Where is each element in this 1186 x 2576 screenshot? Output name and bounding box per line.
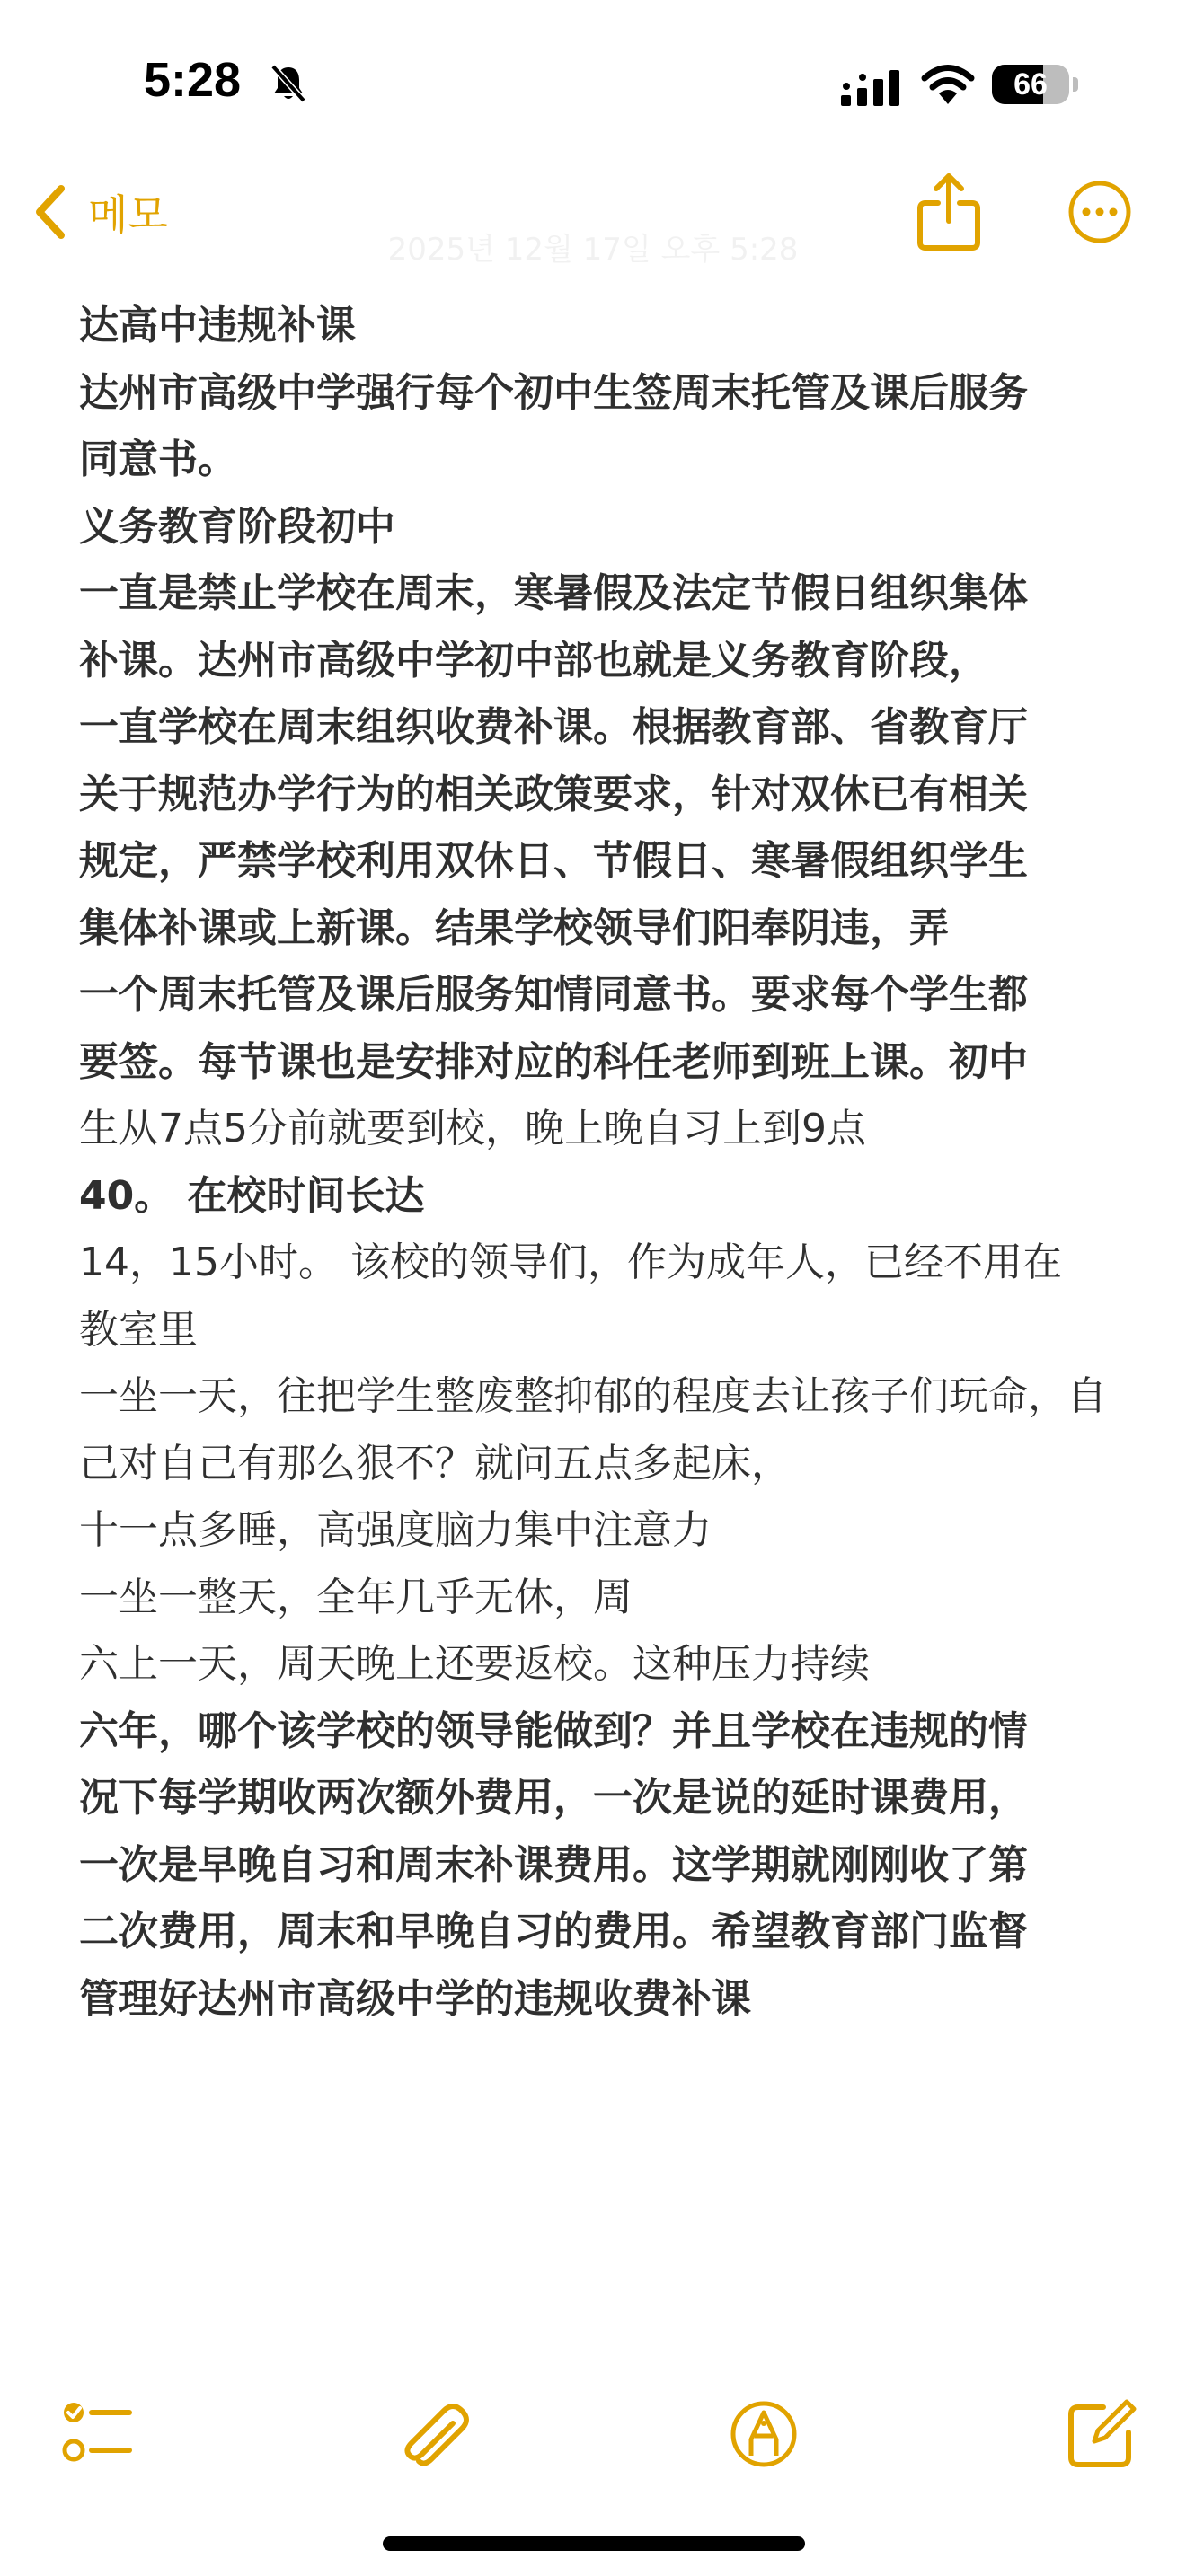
note-line: 同意书。 bbox=[79, 437, 237, 482]
note-line: 六上一天，周天晚上还要返校。这种压力持续 bbox=[79, 1641, 870, 1687]
note-line: 管理好达州市高级中学的违规收费补课 bbox=[79, 1975, 751, 2022]
note-line: 义务教育阶段初中 bbox=[79, 503, 395, 550]
wifi-icon bbox=[920, 63, 976, 106]
note-line: 况下每学期收两次额外费用，一次是说的延时课费用， bbox=[79, 1775, 1028, 1821]
note-line: 达高中违规补课 bbox=[79, 303, 356, 348]
note-line: 一坐一天，往把学生整废整抑郁的程度去让孩子们玩命，自 bbox=[79, 1373, 1107, 1419]
note-line: 一次是早晚自习和周末补课费用。这学期就刚刚收了第 bbox=[79, 1841, 1028, 1888]
markup-pen-icon[interactable] bbox=[726, 2396, 801, 2472]
note-line: 补课。达州市高级中学初中部也就是义务教育阶段， bbox=[79, 637, 988, 684]
note-body[interactable] bbox=[79, 293, 1121, 2033]
note-line: 十一点多睡，高强度脑力集中注意力 bbox=[79, 1507, 712, 1553]
note-line: 14，15小时。 该校的领导们，作为成年人，已经不用在 bbox=[79, 1239, 1062, 1285]
note-line: 教室里 bbox=[79, 1306, 198, 1353]
note-line: 一直是禁止学校在周末，寒暑假及法定节假日组织集体 bbox=[79, 570, 1028, 616]
note-line: 40。 在校时间长达 bbox=[79, 1172, 425, 1219]
note-line: 一个周末托管及课后服务知情同意书。要求每个学生都 bbox=[79, 972, 1028, 1018]
note-line: 要签。每节课也是安排对应的科任老师到班上课。初中 bbox=[79, 1038, 1028, 1085]
bell-slash-icon bbox=[268, 63, 309, 104]
signal-icon bbox=[841, 68, 902, 106]
note-line: 达州市高级中学强行每个初中生签周末托管及课后服务 bbox=[79, 369, 1028, 416]
note-line: 一坐一整天，全年几乎无休，周 bbox=[79, 1574, 633, 1620]
status-bar bbox=[0, 0, 1186, 171]
home-indicator[interactable] bbox=[383, 2536, 805, 2551]
status-time: 5:28 bbox=[144, 53, 242, 107]
battery-icon bbox=[992, 65, 1069, 104]
note-line: 六年，哪个该学校的领导能做到？并且学校在违规的情 bbox=[79, 1707, 1028, 1754]
note-line: 集体补课或上新课。结果学校领导们阳奉阴违，弄 bbox=[79, 904, 949, 951]
note-line: 一直学校在周末组织收费补课。根据教育部、省教育厅 bbox=[79, 704, 1028, 750]
battery-cap bbox=[1073, 77, 1078, 92]
note-line: 二次费用，周末和早晚自习的费用。希望教育部门监督 bbox=[79, 1909, 1028, 1954]
note-line: 己对自己有那么狠不？就问五点多起床， bbox=[79, 1440, 791, 1486]
note-date: 2025년 12월 17일 오후 5:28 bbox=[387, 232, 799, 268]
note-line: 关于规范办学行为的相关政策要求，针对双休已有相关 bbox=[79, 771, 1028, 817]
checklist-icon[interactable] bbox=[59, 2396, 135, 2472]
battery-level: 66 bbox=[1013, 67, 1048, 101]
note-line: 生从7点5分前就要到校，晚上晚自习上到9点 bbox=[79, 1106, 866, 1151]
compose-icon[interactable] bbox=[1064, 2396, 1139, 2472]
note-line: 规定，严禁学校利用双休日、节假日、寒暑假组织学生 bbox=[79, 838, 1028, 884]
back-label: 메모 bbox=[88, 190, 168, 239]
paperclip-icon[interactable] bbox=[395, 2396, 471, 2472]
